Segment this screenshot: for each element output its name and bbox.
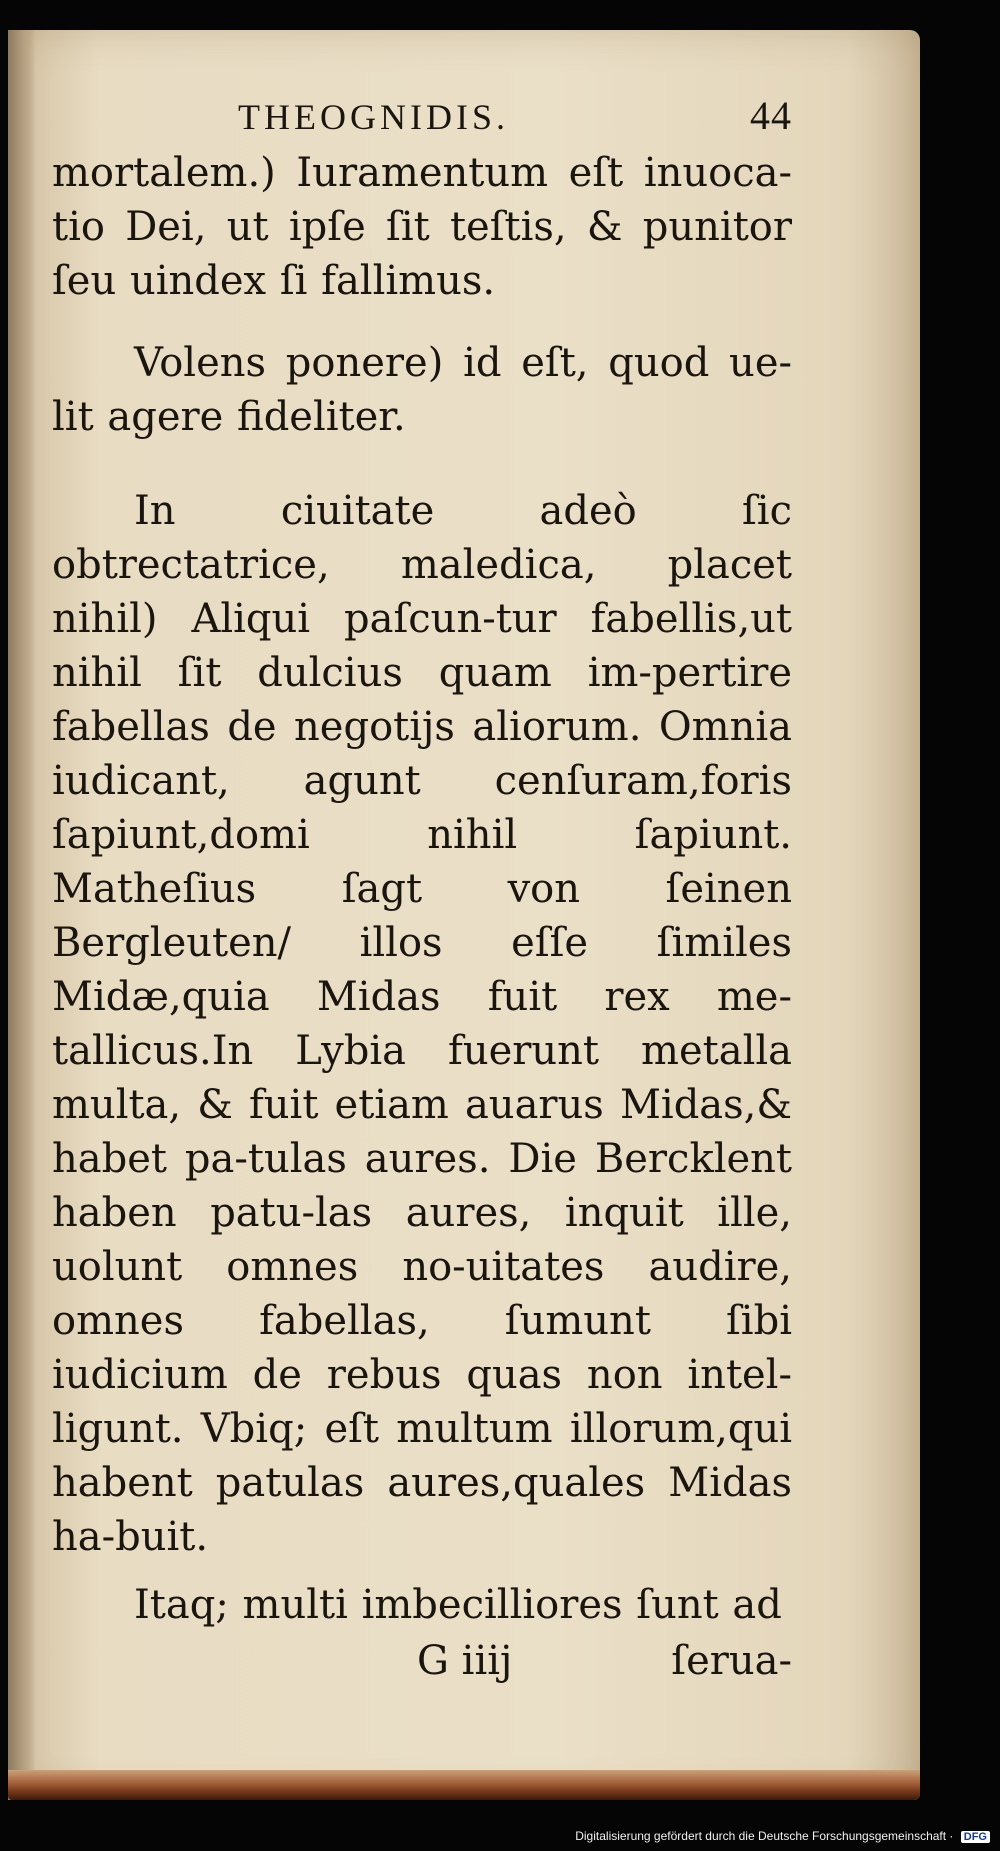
paragraph-1: mortalem.) Iuramentum eſt inuoca‐tio Dei, ut ipſe ſit teſtis, & punitor ſeu uindex ſi fallimus. (52, 150, 792, 304)
paragraph-2: Volens ponere) id eſt, quod ue‐lit agere fideliter. (52, 340, 792, 440)
running-header (52, 92, 792, 140)
page-text-block (52, 92, 792, 1694)
catchword: ſerua‐ (671, 1638, 792, 1684)
catch-line (52, 1638, 792, 1694)
signature-mark: G iiij (417, 1638, 513, 1684)
dfg-logo-icon: DFG (961, 1831, 990, 1843)
paragraph-3: In ciuitate adeò ſic obtrectatrice, maledica, placet nihil) Aliqui paſcun‐tur fabellis,ut nihil ſit dulcius quam im‐pertire fabellas de negotijs aliorum. Omnia iudicant, agunt cenſuram,foris ſapiunt,domi nihil ſapiunt. Matheſius ſagt von ſeinen Bergleuten/ illos eſſe ſimiles Midæ,quia Midas fuit rex me‐tallicus.In Lybia fuerunt metalla multa, & fuit etiam auarus Midas,& habet pa‐tulas aures. Die Bercklent haben patu‐las aures, inquit ille, uolunt omnes no‐uitates audire, omnes fabellas, ſumunt ſibi iudicium de rebus quas non intel‐ligunt. Vbiq; eſt multum illorum,qui habent patulas aures,quales Midas ha‐buit. (52, 488, 792, 1560)
page-edge (8, 1770, 920, 1800)
page-gutter-shadow (8, 30, 36, 1800)
digitization-credit (575, 1829, 990, 1843)
credit-text: Digitalisierung gefördert durch die Deutsche Forschungsgemeinschaft · (575, 1829, 954, 1843)
running-title: THEOGNIDIS. (238, 97, 509, 137)
page-number: 44 (750, 93, 792, 138)
paragraph-4: Itaq; multi imbecilliores ſunt ad (134, 1582, 782, 1628)
